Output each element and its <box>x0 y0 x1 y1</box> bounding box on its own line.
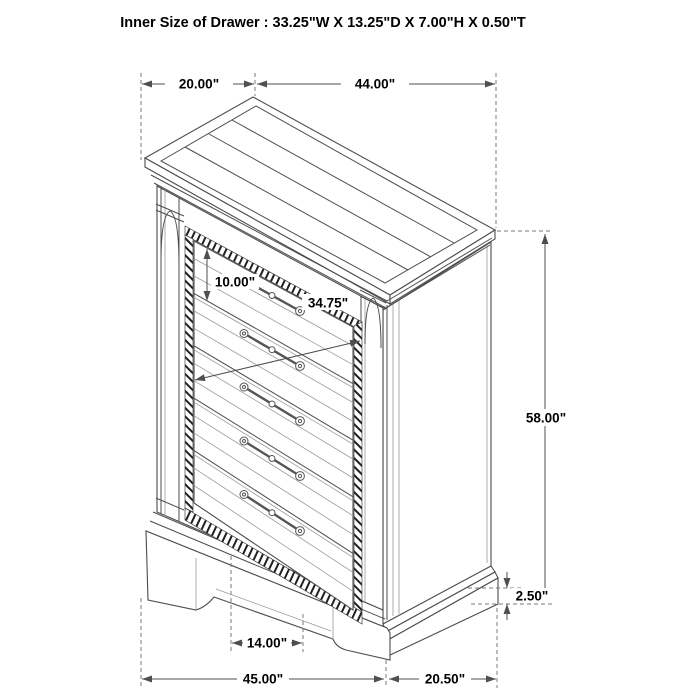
dimension-top-width <box>257 73 495 92</box>
dim-overall-height-label: 58.00" <box>525 410 567 426</box>
page-title: Inner Size of Drawer : 33.25"W X 13.25"D X 7.00"H X 0.50"T <box>120 15 526 31</box>
dim-base-height-label: 2.50" <box>515 588 549 604</box>
dim-drawer-width-label: 34.75" <box>307 295 349 311</box>
dimension-feet-spacing <box>232 635 302 651</box>
dimension-overall-width <box>142 671 384 687</box>
side-panel <box>383 242 491 624</box>
dim-feet-spacing-label: 14.00" <box>246 635 288 651</box>
dimension-base-height <box>507 572 553 620</box>
dim-drawer-height-label: 10.00" <box>214 274 256 290</box>
dim-top-width-label: 44.00" <box>354 76 396 92</box>
dim-overall-width-label: 45.00" <box>242 671 284 687</box>
dimension-top-depth <box>142 73 254 92</box>
dim-top-depth-label: 20.00" <box>178 76 220 92</box>
dim-overall-depth-label: 20.50" <box>424 671 466 687</box>
dimension-overall-depth <box>389 671 496 687</box>
chest-line-drawing <box>145 97 498 660</box>
dimension-overall-height <box>518 234 574 601</box>
